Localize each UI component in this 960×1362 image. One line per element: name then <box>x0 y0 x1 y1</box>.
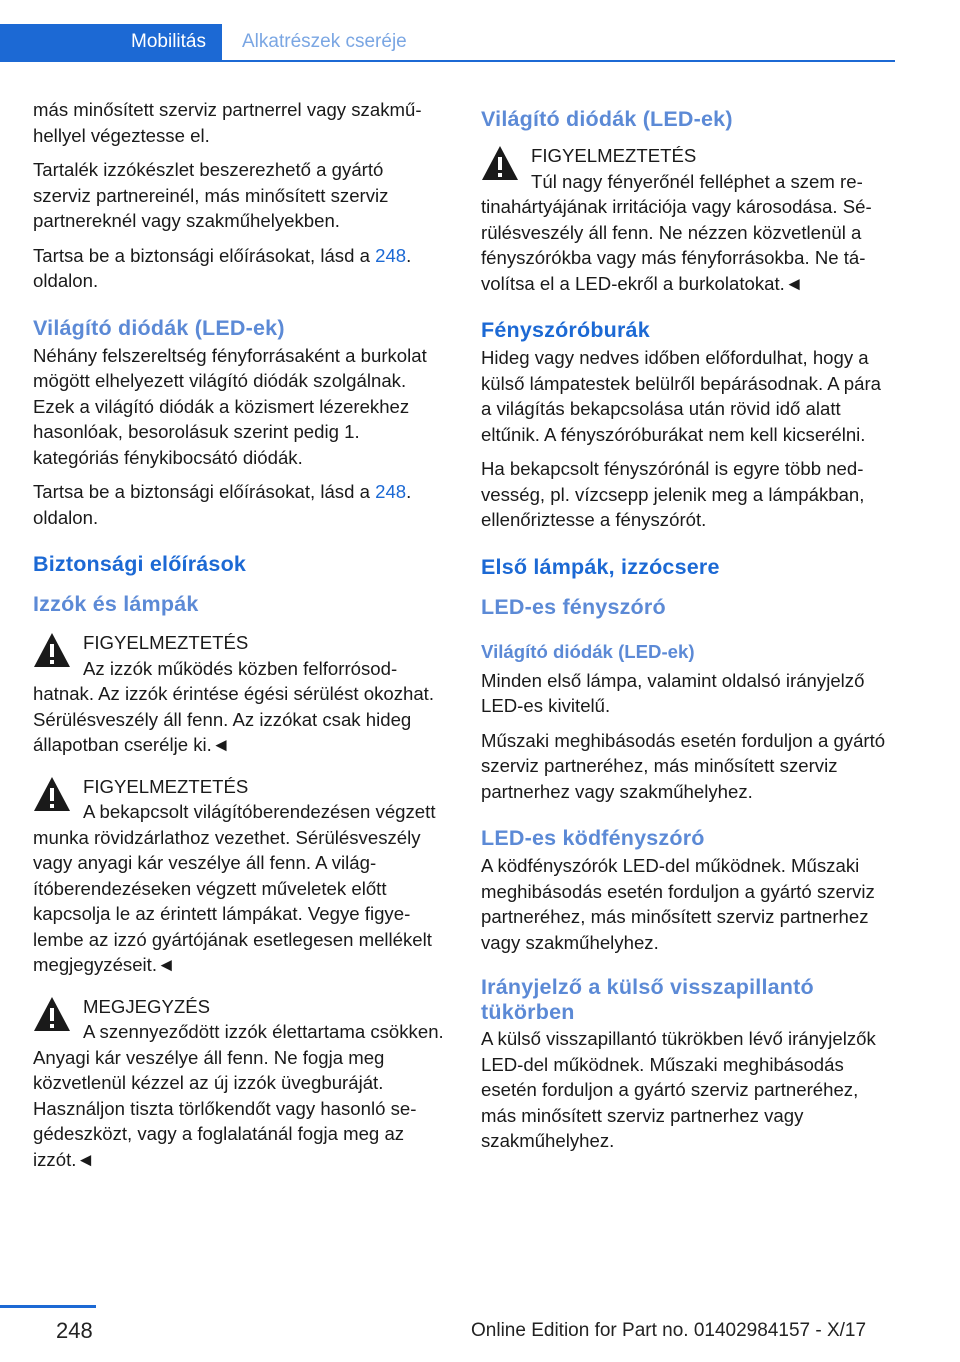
heading-safety: Biztonsági előírások <box>33 552 247 576</box>
paragraph: Hideg vagy nedves időben előfordulhat, hogy a külső lámpatestek belülről bepárásodnak. A pára a világítás bekapcsolása után rövid idő alatt eltűnik. A fényszóróburákat nem kell kicserélni. <box>481 347 882 445</box>
paragraph: Ha bekapcsolt fényszórónál is egyre több nedvesség, pl. vízcsepp jelenik meg a lámpákban, ellenőriztesse a fényszórót. <box>481 458 865 530</box>
warning-notice <box>33 774 445 978</box>
heading-front-lamps: Első lámpák, izzócsere <box>481 554 720 579</box>
warning-title: FIGYELMEZTETÉS <box>83 632 249 653</box>
paragraph: Néhány felszereltség fényforrásaként a burkolat mögött elhelyezett világító diódák szolgálnak. Ezek a világító diódák a közismert lézerekhez hasonlóak, besorolásuk szerint pedig 1. kategóriás fénykibocsátó diódák. <box>33 344 427 468</box>
heading-headlight-lens: Fényszóróburák <box>481 318 650 342</box>
warning-triangle-icon <box>33 632 71 668</box>
paragraph: A külső visszapillantó tükrökben lévő irányjelzők LED-del működnek. Műszaki meghibásodás esetén forduljon a gyártó szerviz partneréhez, más minősített szerviz partnerhez vagy szakműhelyhez. <box>481 1028 876 1151</box>
right-column <box>481 97 893 1163</box>
header-divider <box>0 60 895 62</box>
note-notice <box>33 994 445 1173</box>
heading-led: Világító diódák (LED-ek) <box>481 107 733 131</box>
warning-text: Túl nagy fényerőnél felléphet a szem retinahártyájának irritációja vagy károsodása. Sérülésveszély áll fenn. Ne nézzen közvetlenül a fényszórókba vagy más fényforrásokba. Ne távolítsa el a LED-ekről a burkolatokat.◄ <box>481 170 872 294</box>
paragraph-text: . oldalon. <box>33 481 412 528</box>
edition-info: Online Edition for Part no. 01402984157 - X/17 <box>471 1320 867 1341</box>
paragraph: Műszaki meghibásodás esetén forduljon a gyártó szerviz partneréhez, más minősített szerviz partnerhez vagy szakműhelyhez. <box>481 729 886 802</box>
heading-mirror-indicator: Irányjelző a külső visszapillantó tükörben <box>481 975 814 1024</box>
warning-text: A bekapcsolt világítóberendezésen végzett munka rövidzárlathoz vezethet. Sérülésveszély vagy anyagi kár veszélye áll fenn. A világítóberendezéseken végzett műveletek előtt kapcsolja le az érintett lámpákat. Vegye figyelembe az izzó gyártójának esetlegesen mellékelt megjegyzéseit.◄ <box>33 801 436 975</box>
left-column <box>33 97 445 1188</box>
heading-led-fog-light: LED-es ködfényszóró <box>481 826 705 850</box>
heading-led: Világító diódák (LED-ek) <box>33 315 285 340</box>
footer-divider <box>0 1305 96 1308</box>
paragraph-safety-ref <box>33 479 445 530</box>
warning-triangle-icon <box>33 776 71 812</box>
warning-title: FIGYELMEZTETÉS <box>83 775 249 797</box>
page-header <box>0 24 895 62</box>
subheading-led: Világító diódák (LED-ek) <box>481 640 695 662</box>
warning-text: Az izzók működés közben felforrósodhatnak. Az izzók érintése égési sérülést okozhat. Sérülésveszély áll fenn. Az izzókat csak hideg állapotban cserélje ki.◄ <box>33 657 435 755</box>
section-tab-parts-replacement[interactable]: Alkatrészek cseréje <box>242 31 407 52</box>
paragraph: A ködfényszórók LED-del működnek. Műszaki meghibásodás esetén forduljon a gyártó szerviz partneréhez, más minősített szerviz partnerhez vagy szakműhelyhez. <box>481 855 875 953</box>
page-number: 248 <box>56 1318 93 1343</box>
note-text: A szennyeződött izzók élettartama csökken. Anyagi kár veszélye áll fenn. Ne fogja meg közvetlenül kézzel az új izzók üvegburáját. Használjon tiszta törlőkendőt vagy hasonló segédeszközt, vagy a foglalatánál fogja meg az izzót.◄ <box>33 1021 444 1170</box>
paragraph: Tartalék izzókészlet beszerezhető a gyártó szerviz partnereinél, más minősített szerviz partnereknél vagy szakműhelyekben. <box>33 159 389 231</box>
heading-led-headlight: LED-es fényszóró <box>481 594 666 619</box>
section-tab-mobility[interactable]: Mobilitás <box>0 24 222 60</box>
warning-notice <box>33 630 445 758</box>
note-title: MEGJEGYZÉS <box>83 995 211 1017</box>
paragraph-safety-ref <box>33 243 445 294</box>
heading-bulbs: Izzók és lámpák <box>33 592 199 616</box>
paragraph-text: Tartsa be a biztonsági előírásokat, lásd a <box>33 244 376 266</box>
warning-title: FIGYELMEZTETÉS <box>531 145 697 166</box>
warning-triangle-icon <box>33 996 71 1032</box>
page-link-248[interactable]: 248 <box>375 481 407 502</box>
warning-notice <box>481 143 893 296</box>
page-link-248[interactable]: 248 <box>375 244 407 266</box>
paragraph: más minősített szerviz partnerrel vagy szakműhellyel végeztesse el. <box>33 99 422 146</box>
paragraph: Minden első lámpa, valamint oldalsó irányjelző LED-es kivitelű. <box>481 669 865 716</box>
paragraph-text: Tartsa be a biztonsági előírásokat, lásd a <box>33 481 376 502</box>
warning-triangle-icon <box>481 145 519 181</box>
paragraph-text: . oldalon. <box>33 244 412 291</box>
